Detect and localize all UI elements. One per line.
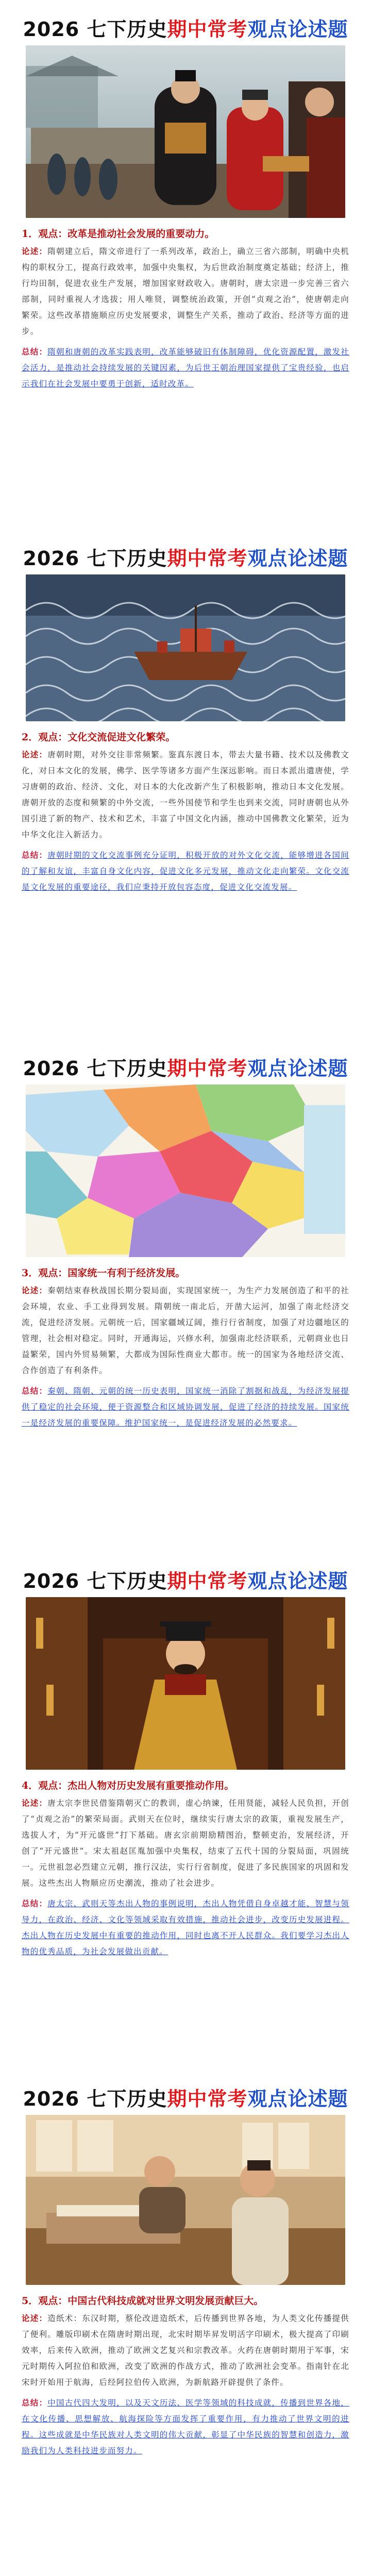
title-part-exam: 期中常考 xyxy=(167,1569,248,1592)
summary-label: 总结： xyxy=(22,1899,48,1908)
summary-paragraph xyxy=(22,344,349,392)
argument-label: 论述： xyxy=(22,246,48,256)
title-part-exam: 期中常考 xyxy=(167,18,248,41)
summary-paragraph xyxy=(22,847,349,895)
section-title xyxy=(15,1561,356,1597)
viewpoint-heading: 3．观点：国家统一有利于经济发展。 xyxy=(22,1267,185,1279)
section-title xyxy=(15,2079,356,2115)
title-part-exam: 期中常考 xyxy=(167,2087,248,2110)
summary-text: 隋朝和唐朝的改革实践表明，改革能够破旧有体制障碍，优化资源配置，激发社会活力，是推动社会持续发展的关键因素，为后世王朝治理国家提供了宝贵经验，也启示我们在社会发展中要勇于创新，适时改革。 xyxy=(22,347,349,388)
argument-label: 论述： xyxy=(22,1798,48,1808)
argument-text: 唐朝时期，对外交往非常频繁。鉴真东渡日本，带去大量书籍、技术以及佛教文化，对日本文化的发展，佛学、医学等诸多方面产生深远影响。而日本派出遣唐使，学习唐朝的政治、经济、文化，对日本的大化改新产生了积极影响，推动日本文化发展。唐朝开放的态度和频繁的中外交流，一些外国使节和学生也到来交流，同时唐朝也从外国引进了新的物产、技术和艺术，丰富了中国文化内涵，推动中国佛教文化繁荣，近为中华文化注入新活力。 xyxy=(22,750,349,839)
summary-label: 总结： xyxy=(22,850,48,860)
argument-paragraph xyxy=(22,1282,349,1379)
summary-text: 唐朝时期的文化交流事例充分证明，积极开放的对外文化交流，能够增进各国间的了解和友谊，丰富自身文化内容，促进文化多元发展，推动文化走向繁荣。文化交流是文化发展的重要途径，我们应秉持开放包容态度，促进文化交流发展。 xyxy=(22,851,349,892)
title-part-topic: 观点论述题 xyxy=(247,1057,348,1080)
title-part-topic: 观点论述题 xyxy=(247,18,348,41)
summary-paragraph xyxy=(22,1895,349,1960)
hero-image-papermaking xyxy=(26,2115,345,2285)
summary-text: 中国古代四大发明，以及天文历法、医学等领域的科技成就，传播到世界各地，在文化传播、思想解放、航海探险等方面发挥了重要作用，有力推动了世界文明的进程。这些成就是中华民族对人类文明的伟大贡献，彰显了中华民族的智慧和创造力，激励我们为人类科技进步而努力。 xyxy=(22,2398,349,2455)
section-5 xyxy=(15,2079,356,2459)
viewpoint-heading: 1．观点：改革是推动社会发展的重要动力。 xyxy=(22,228,215,240)
summary-text: 唐太宗、武则天等杰出人物的事例说明，杰出人物凭借自身卓越才能、智慧与领导力，在政治、经济、文化等领域采取有效措施，推动社会进步，改变历史发展进程。杰出人物在历史发展中有重要的推动作用，同时也离不开人民群众。我们要学习杰出人物的优秀品质，为社会发展做出贡献。 xyxy=(22,1899,349,1956)
argument-text: 隋朝建立后，隋文帝进行了一系列改革，政治上，确立三省六部制，明确中央机构的职权分工，提高行政效率，加强中央集权，为后世政治制度奠定基础；经济上，推行均田制，促进农业生产发展，增加国家财政收入。唐朝时，唐太宗进一步完善三省六部制，同时重视人才选拔；用人唯贤，调整统治政策，开创“贞观之治”，使唐朝走向繁荣。这些改革措施顺应历史发展要求，调整生产关系，推动了政治、经济等方面的进步。 xyxy=(22,247,349,336)
section-title xyxy=(15,538,356,574)
hero-image-map xyxy=(26,1084,345,1257)
argument-text: 唐太宗李世民借鉴隋朝灭亡的教训，虚心纳谏，任用贤能，减轻人民负担，开创了“贞观之治”的繁荣局面。武则天在位时，继续实行唐太宗的政策，重视发展生产，选拔人才，为“开元盛世”打下基础。唐玄宗前期励精图治，整顿吏治，发展经济，开创了“开元盛世”。宋太祖赵匡胤加强中央集权，结束了五代十国的分裂局面，巩固统一。元世祖忽必烈建立元朝，推行汉法，实行行省制度，促进了多民族国家的巩固和发展。这些杰出人物顺应历史潮流，推动了社会进步。 xyxy=(22,1799,349,1888)
title-part-year: 2026 七下历史 xyxy=(23,1057,167,1080)
argument-label: 论述： xyxy=(22,2313,48,2323)
hero-image-voyage xyxy=(26,574,345,721)
argument-label: 论述： xyxy=(22,750,48,759)
title-part-exam: 期中常考 xyxy=(167,547,248,570)
viewpoint-heading: 5．观点：中国古代科技成就对世界文明发展贡献巨大。 xyxy=(22,2295,264,2307)
hero-image-court xyxy=(26,45,345,218)
hero-image-emperor xyxy=(26,1597,345,1770)
section-3 xyxy=(15,1048,356,1431)
summary-label: 总结： xyxy=(22,2398,48,2408)
title-part-exam: 期中常考 xyxy=(167,1057,248,1080)
argument-paragraph xyxy=(22,2310,349,2391)
argument-paragraph xyxy=(22,243,349,340)
argument-paragraph xyxy=(22,1795,349,1891)
argument-label: 论述： xyxy=(22,1285,48,1295)
title-part-year: 2026 七下历史 xyxy=(23,547,167,570)
title-part-topic: 观点论述题 xyxy=(247,1569,348,1592)
argument-paragraph xyxy=(22,747,349,843)
section-title xyxy=(15,1048,356,1084)
title-part-topic: 观点论述题 xyxy=(247,547,348,570)
section-title xyxy=(15,9,356,45)
summary-label: 总结： xyxy=(22,1386,48,1396)
viewpoint-heading: 4．观点：杰出人物对历史发展有重要推动作用。 xyxy=(22,1780,234,1791)
title-part-year: 2026 七下历史 xyxy=(23,1569,167,1592)
summary-label: 总结： xyxy=(22,347,48,357)
summary-paragraph xyxy=(22,2395,349,2459)
section-2 xyxy=(15,538,356,895)
section-4 xyxy=(15,1561,356,1960)
argument-text: 秦朝结束春秋战国长期分裂局面，实现国家统一，为生产力发展创造了和平的社会环境，农业、手工业得到发展。隋朝统一南北后，开凿大运河，加强了南北经济交流，促进经济发展。元朝统一后，国家疆域辽阔，推行行省制度，加强了对边疆地区的管理，社会相对稳定。同时，开通海运，兴修水利，加强南北经济联系，元朝商业也日益繁荣，国内外贸易频繁，大都成为国际性商业大都市。统一的国家为各地经济交流、合作创造了有利条件。 xyxy=(22,1286,349,1375)
summary-paragraph xyxy=(22,1383,349,1431)
title-part-year: 2026 七下历史 xyxy=(23,18,167,41)
summary-text: 秦朝、隋朝、元朝的统一历史表明，国家统一消除了割据和战乱，为经济发展提供了稳定的社会环境，便于资源整合和区域协调发展，促进了经济的持续发展。国家统一是经济发展的重要保障。维护国家统一，是促进经济发展的必然要求。 xyxy=(22,1386,349,1428)
viewpoint-heading: 2．观点：文化交流促进文化繁荣。 xyxy=(22,732,176,743)
section-1 xyxy=(15,9,356,392)
title-part-topic: 观点论述题 xyxy=(247,2087,348,2110)
argument-text: 造纸术：东汉时期，蔡伦改进造纸术，后传播到世界各地，为人类文化传播提供了便利。雕版印刷术在隋唐时期出现，北宋时期毕昇发明活字印刷术，极大提高了印刷效率，后来传入欧洲，推动了欧洲文艺复兴和宗教改革。火药在唐朝时期用于军事，宋元时期传入阿拉伯和欧洲，改变了欧洲的作战方式，推动了欧洲社会变革。指南针在北宋时开始用于航海，后经阿拉伯传入欧洲，为新航路开辟提供了条件。 xyxy=(22,2314,349,2387)
title-part-year: 2026 七下历史 xyxy=(23,2087,167,2110)
